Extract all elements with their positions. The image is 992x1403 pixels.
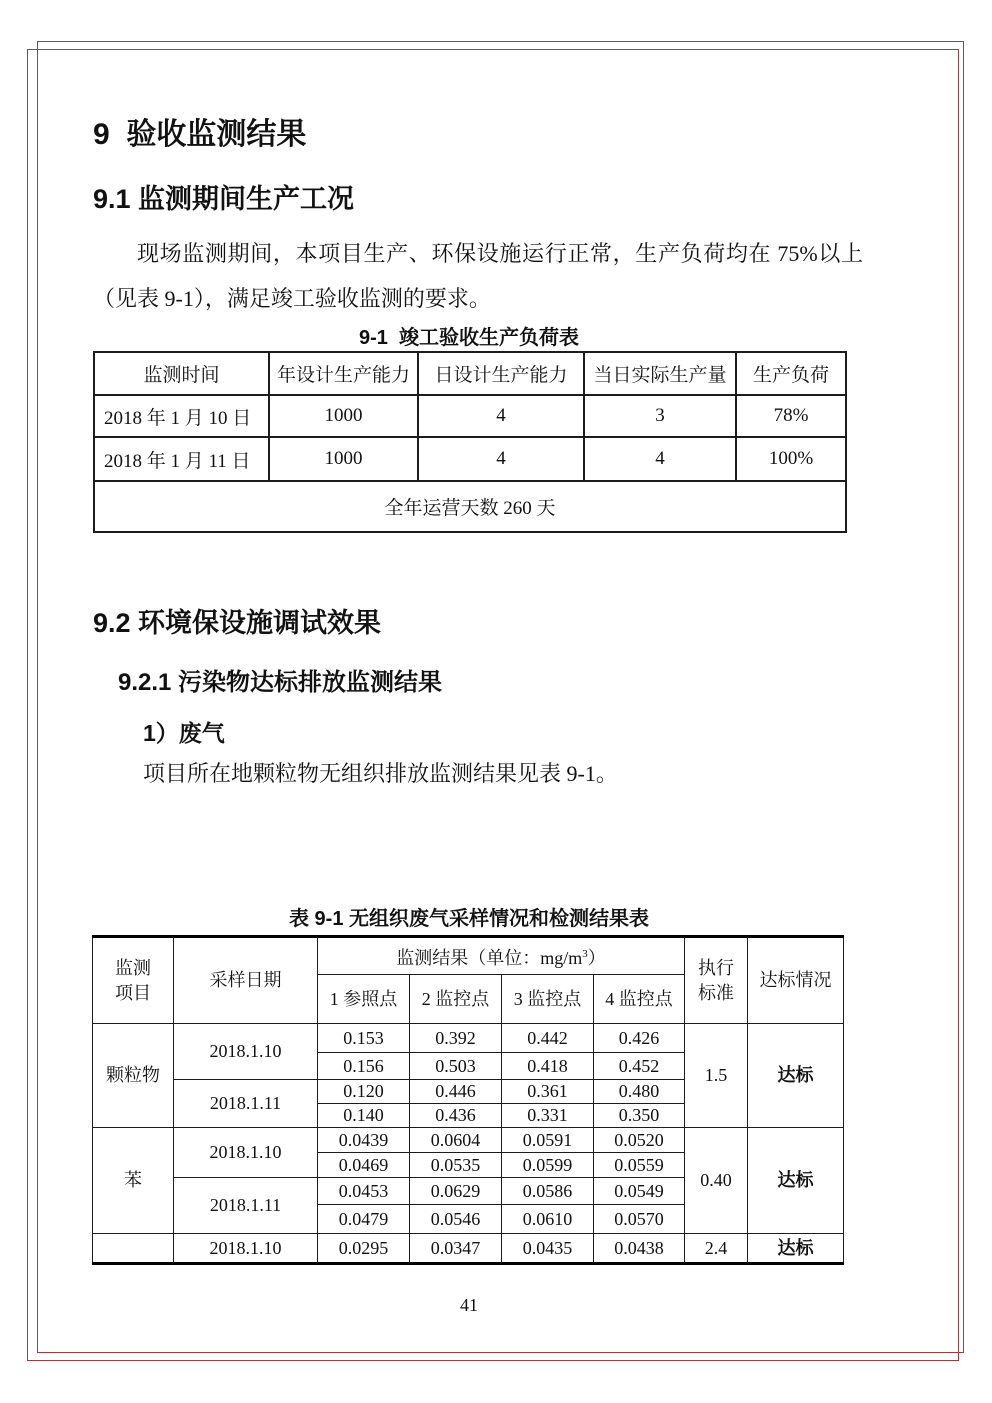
t2-compliance-badge: 达标	[748, 1128, 844, 1234]
t2-value: 0.480	[594, 1080, 685, 1104]
t2-date: 2018.1.10	[174, 1234, 318, 1264]
t2-value: 0.452	[594, 1053, 685, 1080]
t2-header-standard: 执行标准	[685, 937, 748, 1024]
waste-gas-results-table	[92, 935, 844, 1265]
t2-value: 0.0599	[502, 1153, 594, 1178]
table1-caption: 9-1 竣工验收生产负荷表	[358, 327, 580, 349]
t2-value: 0.153	[318, 1024, 410, 1053]
t1-header-annual-capacity: 年设计生产能力	[269, 352, 418, 395]
t2-standard: 1.5	[685, 1024, 748, 1128]
t2-header-point-4: 4 监控点	[594, 975, 685, 1024]
t1-cell-date: 2018 年 1 月 10 日	[94, 395, 269, 437]
t2-value: 0.426	[594, 1024, 685, 1053]
table-row	[94, 481, 846, 532]
table-row	[93, 1024, 844, 1053]
t1-cell-date: 2018 年 1 月 11 日	[94, 437, 269, 481]
t2-value: 0.0604	[410, 1128, 502, 1153]
t2-value: 0.0586	[502, 1178, 594, 1205]
t2-value: 0.503	[410, 1053, 502, 1080]
t2-item-particulate: 颗粒物	[93, 1024, 174, 1128]
t2-value: 0.446	[410, 1080, 502, 1104]
t1-cell-load: 100%	[736, 437, 846, 481]
t2-value: 0.0546	[410, 1205, 502, 1234]
t2-header-item: 监测项目	[93, 937, 174, 1024]
t2-header-date: 采样日期	[174, 937, 318, 1024]
t1-header-time: 监测时间	[94, 352, 269, 395]
t2-value: 0.120	[318, 1080, 410, 1104]
t2-item-empty	[93, 1234, 174, 1264]
t2-value: 0.442	[502, 1024, 594, 1053]
t2-value: 0.0347	[410, 1234, 502, 1264]
t2-value: 0.156	[318, 1053, 410, 1080]
t2-item-benzene: 苯	[93, 1128, 174, 1234]
t1-cell-annual: 1000	[269, 395, 418, 437]
t1-cell-daily: 4	[418, 437, 584, 481]
t2-date: 2018.1.11	[174, 1080, 318, 1128]
t1-cell-daily: 4	[418, 395, 584, 437]
section-9-2-1-title: 9.2.1 污染物达标排放监测结果	[118, 669, 443, 696]
table2-caption: 表 9-1 无组织废气采样情况和检测结果表	[288, 908, 650, 930]
t2-standard: 2.4	[685, 1234, 748, 1264]
t2-compliance-badge: 达标	[748, 1024, 844, 1128]
t1-cell-actual: 3	[584, 395, 736, 437]
t1-footer-operating-days: 全年运营天数 260 天	[94, 481, 846, 532]
t2-compliance-badge: 达标	[748, 1234, 844, 1264]
t1-header-actual-output: 当日实际生产量	[584, 352, 736, 395]
t2-header-point-1: 1 参照点	[318, 975, 410, 1024]
t1-header-load: 生产负荷	[736, 352, 846, 395]
t2-date: 2018.1.10	[174, 1128, 318, 1178]
t2-value: 0.361	[502, 1080, 594, 1104]
t2-value: 0.0479	[318, 1205, 410, 1234]
t2-header-results-unit: 监测结果（单位：$mg/m^3$）	[318, 937, 685, 975]
t2-value: 0.0629	[410, 1178, 502, 1205]
t2-value: 0.0439	[318, 1128, 410, 1153]
t2-value: 0.0535	[410, 1153, 502, 1178]
t2-value: 0.392	[410, 1024, 502, 1053]
table-header-row	[93, 937, 844, 975]
subsection-waste-gas-title: 1）废气	[143, 720, 225, 746]
t2-header-point-3: 3 监控点	[502, 975, 594, 1024]
table-row	[94, 395, 846, 437]
t2-value: 0.0570	[594, 1205, 685, 1234]
t2-value: 0.0295	[318, 1234, 410, 1264]
t1-cell-actual: 4	[584, 437, 736, 481]
table-row	[94, 437, 846, 481]
table-row	[93, 1234, 844, 1264]
t2-value: 0.0520	[594, 1128, 685, 1153]
t2-header-compliance: 达标情况	[748, 937, 844, 1024]
t2-header-point-2: 2 监控点	[410, 975, 502, 1024]
production-load-table	[93, 351, 847, 533]
t2-value: 0.0559	[594, 1153, 685, 1178]
t2-value: 0.0469	[318, 1153, 410, 1178]
t1-cell-annual: 1000	[269, 437, 418, 481]
paragraph-production-status: 现场监测期间，本项目生产、环保设施运行正常，生产负荷均在 75%以上（见表 9-1），满足竣工验收监测的要求。	[93, 241, 863, 311]
t2-value: 0.0438	[594, 1234, 685, 1264]
superscript-3: 3	[582, 947, 588, 960]
table-row	[93, 1128, 844, 1153]
page-number: 41	[460, 1295, 478, 1315]
paragraph-waste-gas: 项目所在地颗粒物无组织排放监测结果见表 9-1。	[143, 761, 618, 786]
t2-value: 0.0549	[594, 1178, 685, 1205]
t2-standard: 0.40	[685, 1128, 748, 1234]
section-9-title: 9 验收监测结果	[93, 118, 307, 151]
t2-date: 2018.1.11	[174, 1178, 318, 1234]
t2-value: 0.0610	[502, 1205, 594, 1234]
table-row	[94, 352, 846, 395]
t2-value: 0.436	[410, 1104, 502, 1128]
t2-value: 0.0435	[502, 1234, 594, 1264]
t2-date: 2018.1.10	[174, 1024, 318, 1080]
t2-value: 0.350	[594, 1104, 685, 1128]
section-9-2-title: 9.2 环境保设施调试效果	[93, 608, 382, 638]
t2-value: 0.140	[318, 1104, 410, 1128]
t2-value: 0.0453	[318, 1178, 410, 1205]
t1-header-daily-capacity: 日设计生产能力	[418, 352, 584, 395]
t2-value: 0.418	[502, 1053, 594, 1080]
t2-value: 0.0591	[502, 1128, 594, 1153]
section-9-1-title: 9.1 监测期间生产工况	[93, 184, 355, 214]
t2-value: 0.331	[502, 1104, 594, 1128]
t1-cell-load: 78%	[736, 395, 846, 437]
